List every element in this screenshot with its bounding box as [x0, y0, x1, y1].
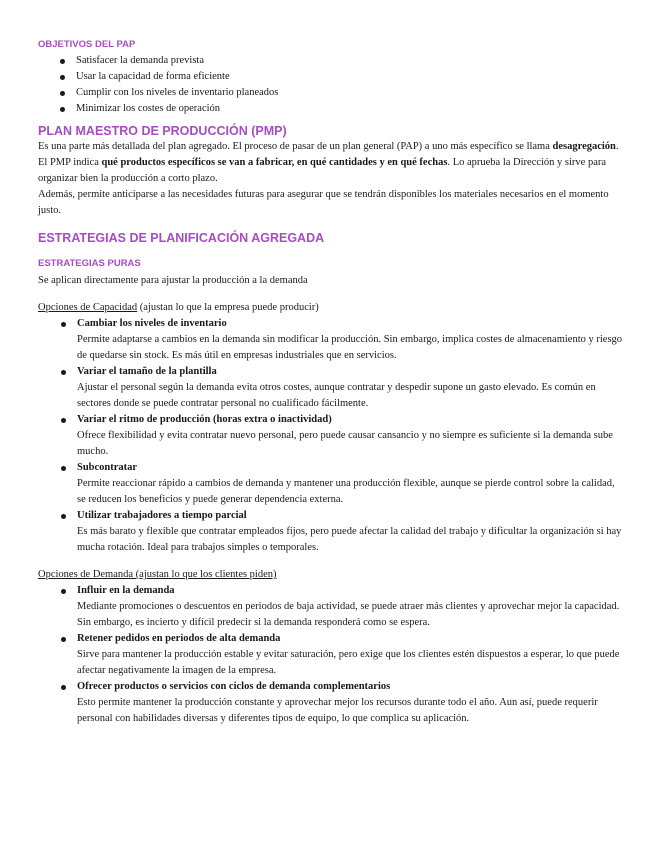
- bullet-icon: [61, 685, 66, 690]
- objetivos-heading: OBJETIVOS DEL PAP: [38, 39, 136, 50]
- bullet-icon: [60, 107, 65, 112]
- capacidad-heading: Opciones de Capacidad (ajustan lo que la empresa puede producir): [38, 302, 319, 313]
- estrategias-heading: ESTRATEGIAS DE PLANIFICACIÓN AGREGADA: [38, 231, 325, 245]
- bullet-icon: [61, 514, 66, 519]
- pmp-heading: PLAN MAESTRO DE PRODUCCIÓN (PMP): [38, 124, 287, 138]
- bullet-icon: [60, 59, 65, 64]
- bullet-icon: [61, 370, 66, 375]
- list-item: Usar la capacidad de forma eficiente: [38, 69, 625, 85]
- capacidad-list: [38, 316, 625, 556]
- list-item: Subcontratar Permite reaccionar rápido a cambios de demanda y mantener una producción flexible, aunque se pierde control sobre la calidad, se reducen los beneficios y puede generar dependencia externa.: [38, 460, 625, 508]
- list-item: Variar el tamaño de la plantilla Ajustar el personal según la demanda evita otros costes, aunque contratar y despedir supone un gasto elevado. Es común en sectores donde se puede contratar personal no cualificado fácilmente.: [38, 364, 625, 412]
- bullet-icon: [61, 466, 66, 471]
- pmp-paragraph-3: Además, permite anticiparse a las necesidades futuras para asegurar que se tendrán disponibles los materiales necesarios en el momento justo.: [38, 189, 609, 216]
- bullet-icon: [61, 322, 66, 327]
- pmp-paragraph-1: Es una parte más detallada del plan agregado. El proceso de pasar de un plan general (PAP) a uno más específico se llama desagregación.: [38, 141, 619, 152]
- list-item: Minimizar los costes de operación: [38, 101, 625, 117]
- bullet-icon: [61, 418, 66, 423]
- pmp-paragraph-2: El PMP indica qué productos específicos se van a fabricar, en qué cantidades y en qué fechas. Lo aprueba la Dirección y sirve para organizar bien la producción a corto plazo.: [38, 157, 607, 184]
- bullet-icon: [61, 589, 66, 594]
- estrategias-puras-heading: ESTRATEGIAS PURAS: [38, 258, 141, 269]
- estrategias-intro: Se aplican directamente para ajustar la producción a la demanda: [38, 275, 308, 286]
- list-item: Cambiar los niveles de inventario Permite adaptarse a cambios en la demanda sin modificar la producción. Sin embargo, implica costes de almacenamiento y riesgo de quedarse sin stock. Es más útil en empresas industriales que en servicios.: [38, 316, 625, 364]
- bullet-icon: [61, 637, 66, 642]
- bullet-icon: [60, 75, 65, 80]
- list-item: Ofrecer productos o servicios con ciclos de demanda complementarios Esto permite mantener la producción constante y aprovechar mejor los recursos durante todo el año. Aun así, puede requerir personal con habilidades diversas y diferentes tipos de equipo, lo que complica su aplicación.: [38, 679, 625, 727]
- list-item: Retener pedidos en periodos de alta demanda Sirve para mantener la producción estable y evitar saturación, pero exige que los clientes estén dispuestos a esperar, lo que puede afectar negativamente la imagen de la empresa.: [38, 631, 625, 679]
- list-item: Satisfacer la demanda prevista: [38, 53, 625, 69]
- demanda-list: [38, 583, 625, 727]
- list-item: Variar el ritmo de producción (horas extra o inactividad) Ofrece flexibilidad y evita contratar nuevo personal, pero puede causar cansancio y no siempre es suficiente si la demanda sube mucho.: [38, 412, 625, 460]
- demanda-heading: Opciones de Demanda (ajustan lo que los clientes piden): [38, 569, 277, 580]
- list-item: Utilizar trabajadores a tiempo parcial Es más barato y flexible que contratar empleados fijos, pero puede afectar la calidad del trabajo y dificultar la organización si hay mucha rotación. Ideal para trabajos simples o temporales.: [38, 508, 625, 556]
- list-item: Cumplir con los niveles de inventario planeados: [38, 85, 625, 101]
- bullet-icon: [60, 91, 65, 96]
- objetivos-list: [38, 53, 625, 117]
- list-item: Influir en la demanda Mediante promociones o descuentos en periodos de baja actividad, se puede atraer más clientes y aprovechar mejor la capacidad. Sin embargo, es incierto y difícil predecir si la demanda responderá como se espera.: [38, 583, 625, 631]
